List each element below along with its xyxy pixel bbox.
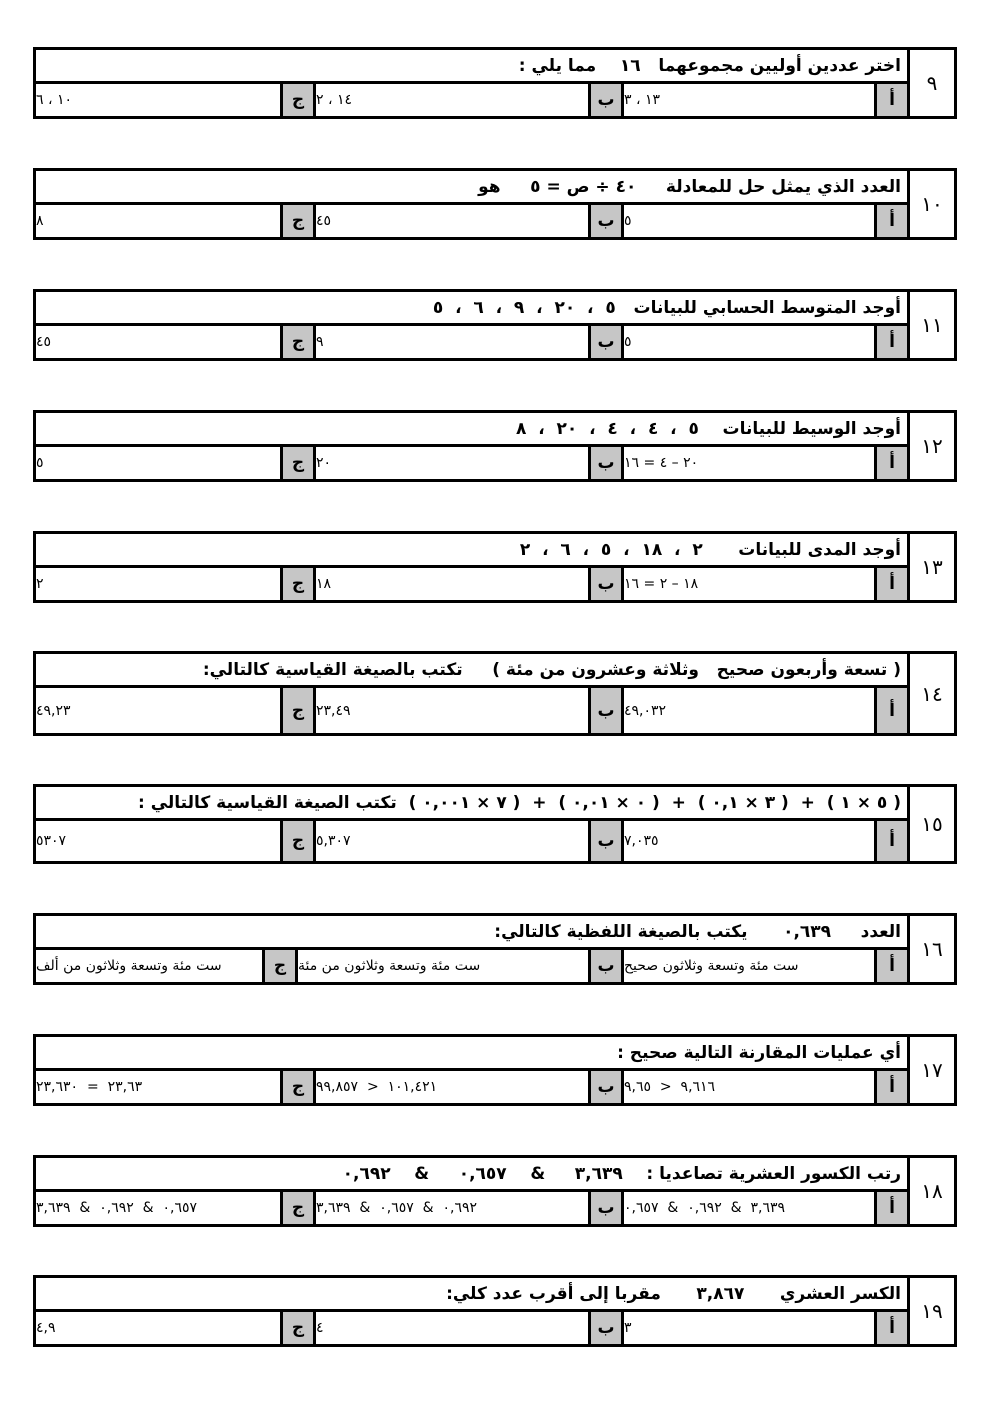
option-b-label: ب [588, 821, 624, 861]
option-a-label: أ [874, 1192, 907, 1224]
option-a-value: ٢٠ – ٤ = ١٦ [624, 455, 699, 471]
option-b[interactable] [316, 205, 624, 237]
option-b[interactable] [316, 326, 624, 358]
question-number: ١٣ [907, 534, 954, 600]
question-body [36, 787, 907, 861]
option-a[interactable] [624, 447, 907, 479]
option-c-label: ج [280, 688, 316, 733]
option-b-label: ب [588, 1312, 624, 1344]
option-b[interactable] [316, 447, 624, 479]
option-a-label: أ [874, 84, 907, 116]
question-text: ( تسعة وأربعون صحيح وثلاثة وعشرون من مئة ) تكتب بالصيغة القياسية كالتالي: [36, 654, 907, 688]
option-c[interactable] [36, 1071, 316, 1103]
question-text: اختر عددين أوليين مجموعهما ١٦ مما يلي : [36, 50, 907, 84]
option-c[interactable] [36, 821, 316, 861]
question-19 [33, 1275, 957, 1347]
question-text: الكسر العشري ٣,٨٦٧ مقربا إلى أقرب عدد كلي: [36, 1278, 907, 1312]
question-number: ١١ [907, 292, 954, 358]
option-c-value: ٤٥ [36, 334, 52, 350]
options-row [36, 205, 907, 237]
option-b-value: ١٤ ، ٢ [316, 92, 352, 108]
option-b[interactable] [316, 84, 624, 116]
option-a-label: أ [874, 688, 907, 733]
option-b-label: ب [588, 950, 624, 982]
option-b[interactable] [316, 688, 624, 733]
option-b-value: ست مئة وتسعة وثلاثون من مئة [298, 958, 481, 974]
option-c[interactable] [36, 568, 316, 600]
question-17 [33, 1034, 957, 1106]
option-b-label: ب [588, 447, 624, 479]
question-body [36, 171, 907, 237]
option-a-label: أ [874, 326, 907, 358]
options-row [36, 821, 907, 861]
option-b-value: ٢٠ [316, 455, 332, 471]
option-a-value: ٥ [624, 334, 632, 350]
option-b-value: ٥,٣٠٧ [316, 833, 351, 849]
option-a-value: ٩,٦١٦ < ٩,٦٥ [624, 1079, 716, 1095]
option-a-label: أ [874, 205, 907, 237]
option-a-value: ست مئة وتسعة وثلاثون صحيح [624, 958, 799, 974]
options-row [36, 447, 907, 479]
option-a[interactable] [624, 1192, 907, 1224]
option-c-value: ٢ [36, 576, 44, 592]
option-c[interactable] [36, 1192, 316, 1224]
question-16 [33, 913, 957, 985]
option-a[interactable] [624, 1071, 907, 1103]
option-c-label: ج [280, 326, 316, 358]
option-c-label: ج [280, 1071, 316, 1103]
option-a-label: أ [874, 568, 907, 600]
question-15 [33, 784, 957, 864]
option-a[interactable] [624, 821, 907, 861]
question-body [36, 292, 907, 358]
option-a-value: ٣ [624, 1320, 632, 1336]
option-c-value: ٨ [36, 213, 44, 229]
question-18 [33, 1155, 957, 1227]
option-a[interactable] [624, 568, 907, 600]
option-a-label: أ [874, 447, 907, 479]
option-b-label: ب [588, 205, 624, 237]
option-c-value: ٠,٦٥٧ & ٠,٦٩٢ & ٣,٦٣٩ [36, 1200, 198, 1216]
option-a-label: أ [874, 1312, 907, 1344]
question-body [36, 1158, 907, 1224]
question-text: أوجد المدى للبيانات ٢ ، ١٨ ، ٥ ، ٦ ، ٢ [36, 534, 907, 568]
question-body [36, 654, 907, 733]
option-c-label: ج [280, 821, 316, 861]
option-a-value: ٥ [624, 213, 632, 229]
option-a[interactable] [624, 688, 907, 733]
question-number: ١٨ [907, 1158, 954, 1224]
options-row [36, 950, 907, 982]
question-text: أوجد المتوسط الحسابي للبيانات ٥ ، ٢٠ ، ٩ ، ٦ ، ٥ [36, 292, 907, 326]
option-a-label: أ [874, 950, 907, 982]
option-a-value: ٧,٠٣٥ [624, 833, 659, 849]
option-c[interactable] [36, 950, 298, 982]
question-text: أوجد الوسيط للبيانات ٥ ، ٤ ، ٤ ، ٢٠ ، ٨ [36, 413, 907, 447]
options-row [36, 1312, 907, 1344]
question-9 [33, 47, 957, 119]
option-a[interactable] [624, 326, 907, 358]
option-a-value: ١٣ ، ٣ [624, 92, 660, 108]
question-text: العدد الذي يمثل حل للمعادلة ٤٠ ÷ ص = ٥ هو [36, 171, 907, 205]
option-a-value: ٣,٦٣٩ & ٠,٦٩٢ & ٠,٦٥٧ [624, 1200, 786, 1216]
option-b[interactable] [298, 950, 624, 982]
option-a[interactable] [624, 1312, 907, 1344]
option-b-label: ب [588, 84, 624, 116]
option-c-label: ج [280, 1312, 316, 1344]
option-b-label: ب [588, 326, 624, 358]
question-number: ٩ [907, 50, 954, 116]
option-b-value: ٠,٦٩٢ & ٠,٦٥٧ & ٣,٦٣٩ [316, 1200, 478, 1216]
option-c-value: ٤٩,٢٣ [36, 702, 71, 719]
option-b-value: ٤٥ [316, 213, 332, 229]
options-row [36, 326, 907, 358]
option-b-value: ١٨ [316, 576, 332, 592]
option-a-value: ١٨ – ٢ = ١٦ [624, 576, 699, 592]
option-b-value: ٩ [316, 334, 324, 350]
question-text: أي عمليات المقارنة التالية صحيح : [36, 1037, 907, 1071]
question-number: ١٥ [907, 787, 954, 861]
question-number: ١٢ [907, 413, 954, 479]
option-c[interactable] [36, 326, 316, 358]
question-text: رتب الكسور العشرية تصاعديا : ٣,٦٣٩ & ٠,٦٥٧ & ٠,٦٩٢ [36, 1158, 907, 1192]
option-c-label: ج [280, 1192, 316, 1224]
question-text: العدد ٠,٦٣٩ يكتب بالصيغة اللفظية كالتالي: [36, 916, 907, 950]
question-14 [33, 651, 957, 736]
option-c[interactable] [36, 84, 316, 116]
option-b-label: ب [588, 568, 624, 600]
option-a[interactable] [624, 84, 907, 116]
question-body [36, 1278, 907, 1344]
options-row [36, 1071, 907, 1103]
option-c-label: ج [280, 568, 316, 600]
option-b-label: ب [588, 1192, 624, 1224]
question-number: ١٦ [907, 916, 954, 982]
question-10 [33, 168, 957, 240]
options-row [36, 568, 907, 600]
option-c-value: ست مئة وتسعة وثلاثون من ألف [36, 958, 222, 974]
option-b-label: ب [588, 688, 624, 733]
option-b-label: ب [588, 1071, 624, 1103]
option-c[interactable] [36, 447, 316, 479]
option-b-value: ٢٣,٤٩ [316, 702, 351, 719]
question-11 [33, 289, 957, 361]
question-13 [33, 531, 957, 603]
option-b[interactable] [316, 1312, 624, 1344]
option-b[interactable] [316, 1192, 624, 1224]
options-row [36, 84, 907, 116]
option-c-label: ج [280, 447, 316, 479]
option-a-label: أ [874, 1071, 907, 1103]
option-a[interactable] [624, 950, 907, 982]
option-c[interactable] [36, 688, 316, 733]
question-body [36, 916, 907, 982]
question-text: ( ٥ × ١ ) + ( ٣ × ٠,١ ) + ( ٠ × ٠,٠١ ) + ( ٧ × ٠,٠٠١ ) تكتب الصيغة القياسية كالتالي : [36, 787, 907, 821]
option-c-value: ٢٣,٦٣ = ٢٣,٦٣٠ [36, 1079, 143, 1095]
option-a[interactable] [624, 205, 907, 237]
option-c-label: ج [262, 950, 298, 982]
option-b[interactable] [316, 568, 624, 600]
question-number: ١٩ [907, 1278, 954, 1344]
question-body [36, 413, 907, 479]
question-body [36, 534, 907, 600]
option-c-label: ج [280, 205, 316, 237]
option-b-value: ٤ [316, 1320, 324, 1336]
option-b-value: ١٠١,٤٢١ < ٩٩,٨٥٧ [316, 1079, 438, 1095]
option-c-value: ٥ [36, 455, 44, 471]
option-c[interactable] [36, 205, 316, 237]
option-b[interactable] [316, 1071, 624, 1103]
option-c-value: ٤,٩ [36, 1320, 56, 1336]
question-body [36, 50, 907, 116]
option-c[interactable] [36, 1312, 316, 1344]
options-row [36, 1192, 907, 1224]
option-c-value: ١٠ ، ٦ [36, 92, 72, 108]
question-12 [33, 410, 957, 482]
option-c-value: ٥٣٠٧ [36, 833, 67, 849]
option-a-value: ٤٩,٠٣٢ [624, 702, 667, 719]
option-b[interactable] [316, 821, 624, 861]
question-number: ١٠ [907, 171, 954, 237]
question-body [36, 1037, 907, 1103]
question-number: ١٤ [907, 654, 954, 733]
option-c-label: ج [280, 84, 316, 116]
question-number: ١٧ [907, 1037, 954, 1103]
options-row [36, 688, 907, 733]
option-a-label: أ [874, 821, 907, 861]
